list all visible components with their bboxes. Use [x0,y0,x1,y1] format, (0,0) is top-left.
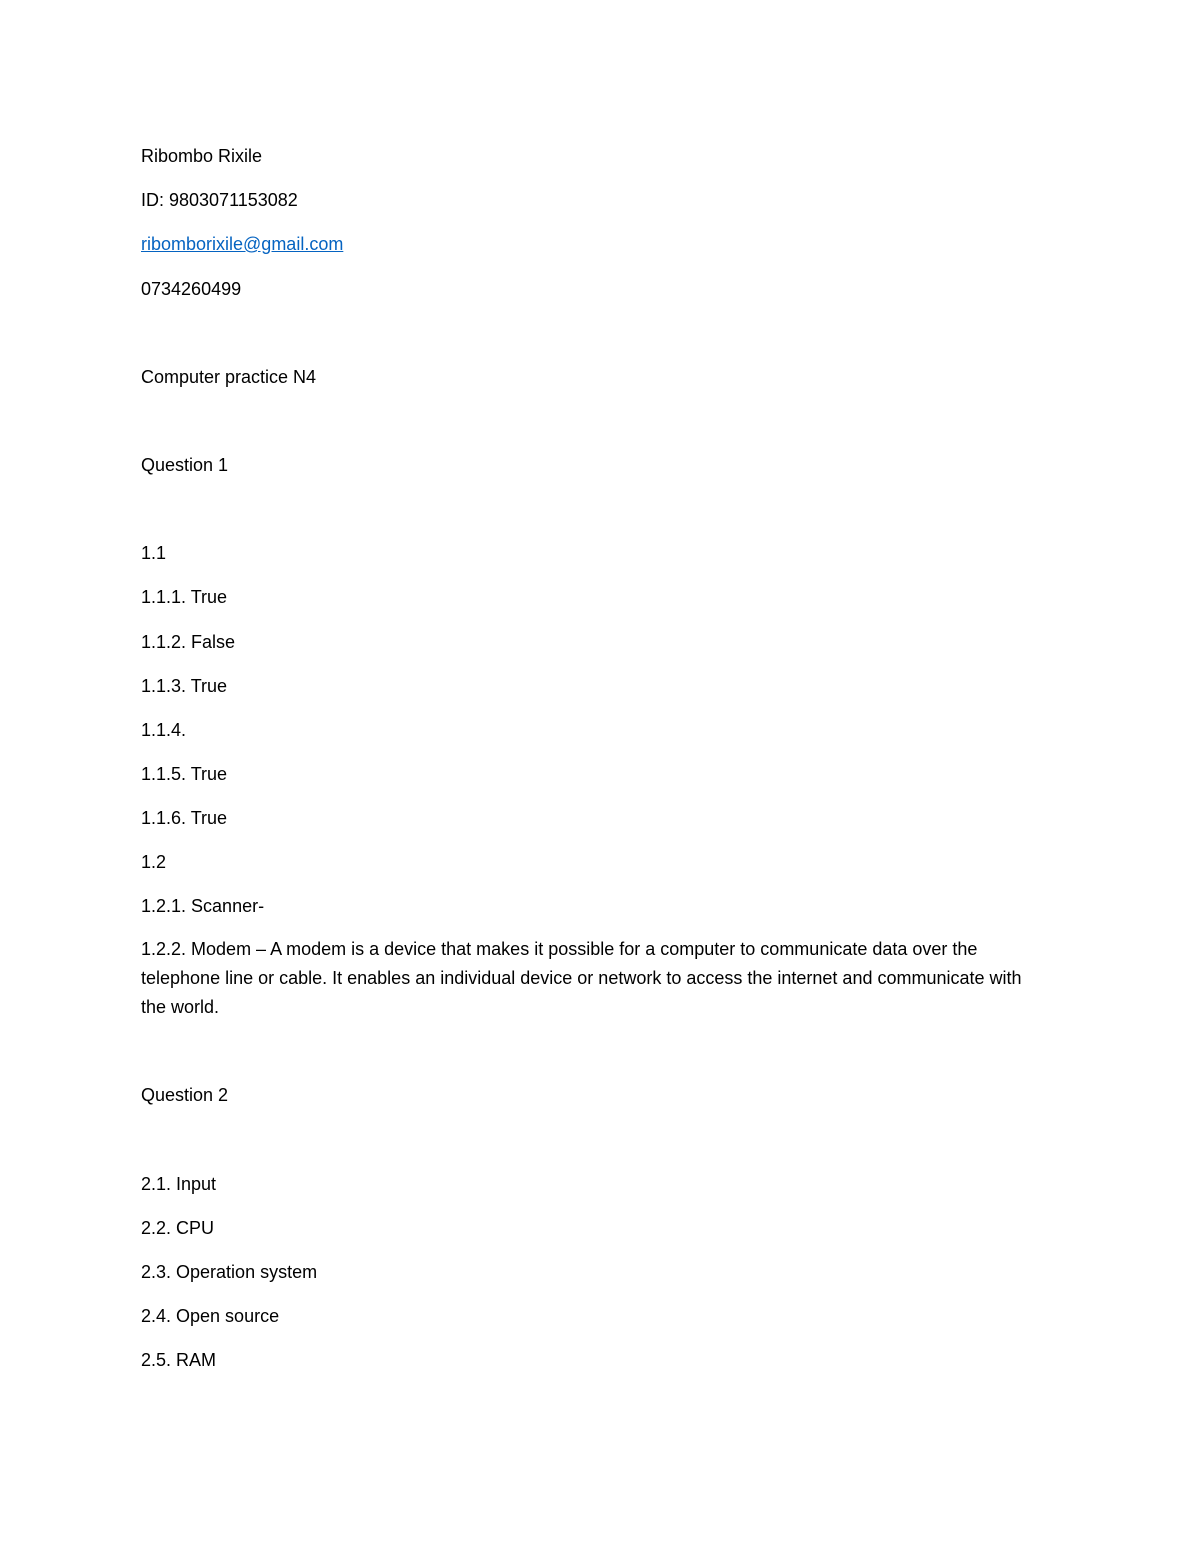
answer-1-2-1: 1.2.1. Scanner- [141,896,265,916]
answer-1-1-1: 1.1.1. True [141,587,228,607]
section-1-1-heading: 1.1 [141,543,167,563]
student-id: ID: 9803071153082 [141,190,298,210]
answer-1-1-3: 1.1.3. True [141,676,228,696]
answer-1-1-2: 1.1.2. False [141,632,236,652]
answer-2-5: 2.5. RAM [141,1350,217,1370]
answer-1-1-4: 1.1.4. [141,720,187,740]
email-link-text[interactable]: ribomborixile@gmail.com [141,234,344,254]
course-title: Computer practice N4 [141,367,317,387]
section-1-2-heading: 1.2 [141,852,167,872]
email-link[interactable] [141,233,343,255]
question-1-heading: Question 1 [141,455,229,475]
answer-1-2-2: 1.2.2. Modem – A modem is a device that makes it possible for a computer to communicate data over the telephone line or cable. It enables an individual device or network to access the internet and communicate with the world. [141,939,1022,1017]
answer-2-3: 2.3. Operation system [141,1262,318,1282]
answer-2-2: 2.2. CPU [141,1218,215,1238]
answer-2-4: 2.4. Open source [141,1306,280,1326]
student-name: Ribombo Rixile [141,146,263,166]
answer-1-1-5: 1.1.5. True [141,764,228,784]
answer-2-1: 2.1. Input [141,1174,217,1194]
question-2-heading: Question 2 [141,1085,229,1105]
answer-1-1-6: 1.1.6. True [141,808,228,828]
phone-number: 0734260499 [141,279,242,299]
